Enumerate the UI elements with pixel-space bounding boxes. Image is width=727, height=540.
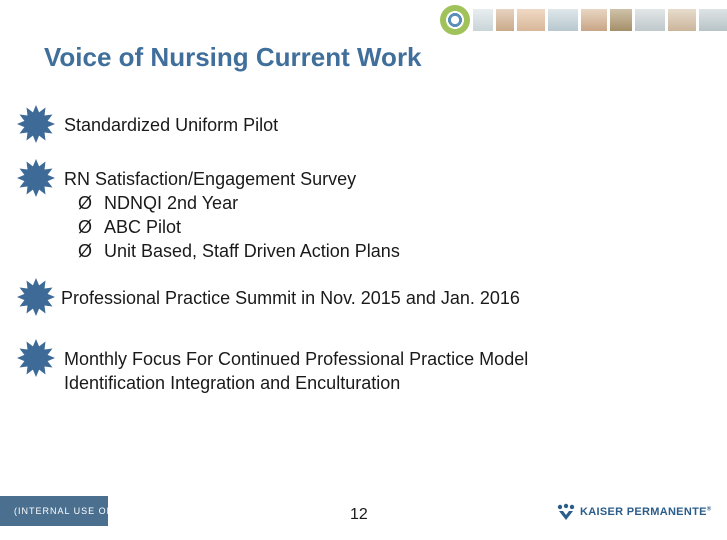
- sub-item: Ø Unit Based, Staff Driven Action Plans: [78, 241, 400, 261]
- header-photo: [548, 9, 578, 31]
- sub-list: [64, 191, 400, 263]
- item-text: [64, 167, 400, 263]
- starburst-bullet-icon: [16, 104, 56, 144]
- arrow-bullet-icon: Ø: [78, 193, 93, 213]
- header-photo: [699, 9, 727, 31]
- starburst-bullet-icon: [16, 277, 56, 317]
- internal-use-label: (INTERNAL USE ONLY): [0, 496, 108, 526]
- brand-name: KAISER PERMANENTE®: [580, 506, 712, 518]
- header-photo: [517, 9, 545, 31]
- item-text: Professional Practice Summit in Nov. 2015 and Jan. 2016: [61, 288, 520, 308]
- item-text-line: Identification Integration and Enculturation: [64, 373, 401, 393]
- item-text: Standardized Uniform Pilot: [64, 115, 279, 135]
- starburst-bullet-icon: [16, 338, 56, 378]
- item-text-line: RN Satisfaction/Engagement Survey: [64, 169, 357, 189]
- sub-item: Ø ABC Pilot: [78, 217, 182, 237]
- header-photo: [496, 9, 514, 31]
- starburst-bullet-icon: [16, 158, 56, 198]
- header-photo: [668, 9, 696, 31]
- header-image-strip: [440, 6, 720, 34]
- arrow-bullet-icon: Ø: [78, 217, 93, 237]
- arrow-bullet-icon: Ø: [78, 241, 93, 261]
- sub-item: Ø NDNQI 2nd Year: [78, 193, 239, 213]
- concentric-circle-logo-icon: [440, 5, 470, 35]
- item-text: [64, 347, 528, 395]
- item-text-line: Monthly Focus For Continued Professional Practice Model: [64, 349, 529, 369]
- kaiser-permanente-logo: [556, 503, 711, 521]
- page-number: 12: [350, 506, 368, 523]
- slide-title: Voice of Nursing Current Work: [44, 42, 422, 72]
- header-photo: [610, 9, 632, 31]
- kaiser-permanente-logo-icon: [556, 503, 576, 521]
- header-photo: [581, 9, 607, 31]
- header-photo: [635, 9, 665, 31]
- header-photo: [473, 9, 493, 31]
